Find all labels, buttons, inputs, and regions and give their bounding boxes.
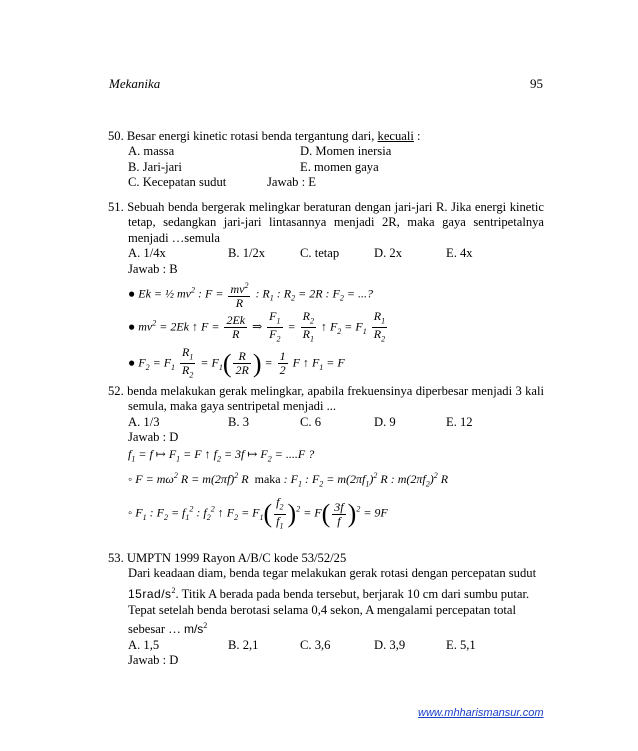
question-50-stem: 50. Besar energi kinetic rotasi benda tergantung dari, kecuali : [108, 129, 421, 143]
question-53-stem-line-1: Dari keadaan diam, benda tegar melakukan gerak rotasi dengan percepatan sudut [128, 566, 537, 581]
option-b: B. 2,1 [228, 638, 259, 652]
page-header [109, 76, 543, 94]
options-row [108, 638, 544, 653]
option-d: D. 3,9 [374, 638, 406, 652]
option-a: A. massa [128, 144, 175, 159]
option-c: C. 3,6 [300, 638, 331, 652]
solution-line-1: ● Ek = ½ $mv^2$ : F = $\frac{mv^2}{R}$ : $R_1$ : $R_2 = 2R$ : $F_2$ = ...? [128, 281, 373, 311]
question-53-stem-line-2: $15rad/s^2$. Titik A berada pada benda tersebut, berjarak 10 cm dari sumbu putar. [128, 585, 530, 601]
option-a: A. 1/4x [128, 246, 166, 261]
question-53-stem-line-4: sebesar … $m/s^2$ [128, 621, 208, 637]
option-e: E. momen gaya [300, 159, 379, 174]
page-number: 95 [530, 76, 543, 91]
question-53-source: 53. UMPTN 1999 Rayon A/B/C kode 53/52/25 [108, 551, 347, 565]
angular-acceleration-value: 15rad/s [128, 587, 172, 601]
solution-line-1: $f_1 = f$ ↦ $F_1 = F$ ↑ $f_2 = 3f$ ↦ $F_2 = ....F$ ? [128, 446, 315, 463]
option-b: B. Jari-jari [128, 159, 182, 174]
question-52-stem: 52. benda melakukan gerak melingkar, apabila frekuensinya diperbesar menjadi 3 kali semula, maka gaya sentripetal menjadi ... [108, 384, 544, 414]
question-51 [108, 200, 544, 382]
option-c: C. 6 [300, 414, 321, 429]
answer: Jawab : D [128, 430, 179, 445]
solution-line-3: ◦ $F_1$ : $F_2 = f_1^2$ : $f_2^2$ ↑ $F_2 = F_1$( $\frac{f_2}{f_1}$ )$^2$ = F( $\frac{3f}{f}$ )$^2$ = 9F [128, 495, 388, 531]
options-row-1 [108, 144, 544, 159]
solution-line-2: ◦ $F = m\omega^2$ $R = m(2\pi f)^2$ R maka : $F_1$ : $F_2 = m(2\pi f_1)^2$ R : $m(2\pi f_2)^2$ R [128, 471, 449, 489]
option-a: A. 1/3 [128, 414, 160, 429]
option-d: D. 2x [374, 246, 402, 261]
solution-line-2: ● $mv^2 = 2Ek$ ↑ F = $\frac{2Ek}{R}$ ⇒ $\frac{F_1}{F_2}$ = $\frac{R_2}{R_1}$ ↑ $F_2 = F_1$ $\frac{R_1}{R_2}$ [128, 309, 386, 344]
question-51-stem: 51. Sebuah benda bergerak melingkar beraturan dengan jari-jari R. Jika energi kinetic tetap, sedangkan jari-jari lintasannya menjadi 2R, maka gaya sentripetalnya menjadi …semula [108, 200, 544, 245]
option-d: D. 9 [374, 414, 396, 429]
options-row-3 [108, 175, 544, 190]
options-row-2 [108, 160, 544, 175]
solution-line-3: ● $F_2 = F_1$ $\frac{R_1}{R_2}$ = $F_1$( $\frac{R}{2R}$ ) = $\frac{1}{2}$ F ↑ $F_1 = F$ [128, 344, 345, 380]
option-c: C. tetap [300, 246, 340, 261]
option-e: E. 4x [446, 246, 473, 261]
running-title: Mekanika [109, 76, 161, 91]
options-row [108, 246, 544, 261]
answer: Jawab : B [128, 261, 178, 276]
option-e: E. 5,1 [446, 638, 476, 652]
answer: Jawab : D [128, 653, 179, 668]
question-53 [108, 551, 544, 669]
footer-website-link[interactable]: www.mhharismansur.com [418, 707, 544, 719]
question-52 [108, 384, 544, 532]
unit: m/s [183, 622, 204, 637]
options-row [108, 415, 544, 430]
option-e: E. 12 [446, 414, 473, 429]
question-50-keyword: kecuali [377, 129, 414, 143]
option-b: B. 3 [228, 414, 249, 429]
question-50 [108, 129, 544, 191]
answer: Jawab : E [267, 175, 316, 190]
option-d: D. Momen inersia [300, 144, 392, 159]
option-a: A. 1,5 [128, 638, 160, 652]
option-b: B. 1/2x [228, 246, 266, 261]
option-c: C. Kecepatan sudut [128, 175, 227, 190]
question-53-stem-line-3: Tepat setelah benda berotasi selama 0,4 sekon, A mengalami percepatan total [128, 603, 516, 617]
